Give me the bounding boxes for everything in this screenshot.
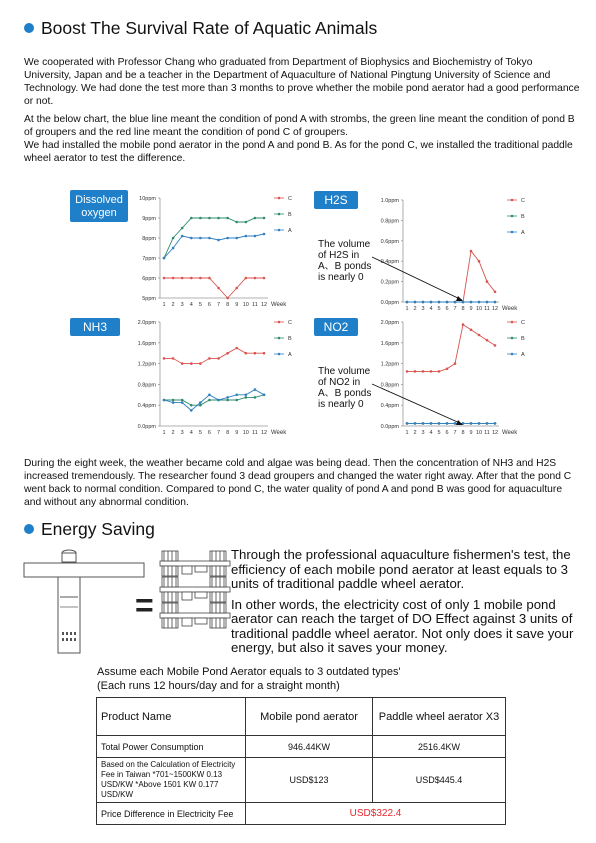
data-point [494, 301, 497, 304]
x-tick-label: 3 [421, 306, 425, 312]
bullet-dot-icon [24, 524, 34, 534]
data-point [199, 217, 202, 220]
paddle-wheel-icon [160, 551, 230, 576]
data-point [254, 235, 257, 238]
data-point [470, 250, 473, 253]
data-point [181, 401, 184, 404]
intro-paragraphs [24, 56, 580, 165]
data-point [199, 362, 202, 365]
x-tick-label: 12 [491, 430, 499, 436]
annotation-arrow [372, 257, 462, 300]
data-point [446, 301, 449, 304]
price-difference-value: USD$322.4 [246, 803, 506, 825]
data-point [208, 399, 211, 402]
data-point [478, 301, 481, 304]
data-point [414, 301, 417, 304]
y-tick-label: 5ppm [142, 296, 156, 302]
data-point [217, 399, 220, 402]
paddle-wheel-icon [160, 603, 230, 628]
x-tick-label: 1 [162, 430, 166, 436]
x-tick-label: 1 [405, 430, 409, 436]
x-tick-label: 5 [198, 302, 202, 308]
data-point [172, 247, 175, 250]
data-point [217, 239, 220, 242]
chart-title: Dissolved [75, 194, 123, 206]
section-title-text: Energy Saving [41, 519, 155, 539]
data-point [414, 370, 417, 373]
energy-paragraph-2: In other words, the electricity cost of only 1 mobile pond aerator can reach the target of DO Effect against 3 units of traditional paddle wheel aerator. Not only does it save your energy, but also it saves your money. [231, 596, 574, 655]
legend-entry: C [288, 196, 292, 202]
data-point [470, 329, 473, 332]
data-point [172, 399, 175, 402]
y-tick-label: 1.6ppm [380, 340, 399, 347]
y-tick-label: 9ppm [142, 216, 156, 222]
legend-entry: C [521, 320, 525, 326]
data-point [217, 357, 220, 360]
table-header-cell: Paddle wheel aerator X3 [373, 698, 506, 736]
x-tick-label: 11 [252, 430, 258, 436]
x-tick-label: 1 [162, 302, 166, 308]
x-tick-label: 8 [226, 302, 230, 308]
y-tick-label: 1.0ppm [380, 198, 399, 204]
data-point [263, 394, 266, 397]
data-point [245, 221, 248, 224]
data-point [263, 233, 266, 236]
x-tick-label: 1 [405, 306, 409, 312]
assumption-line-2: (Each runs 12 hours/day and for a straight month) [97, 680, 340, 692]
y-tick-label: 0.4ppm [137, 403, 156, 410]
data-point [486, 301, 489, 304]
chart-title: NH3 [82, 320, 108, 334]
data-point [438, 301, 441, 304]
y-tick-label: 0.8ppm [380, 382, 399, 389]
arrow-head-icon [456, 420, 463, 425]
data-point [406, 301, 409, 304]
legend-marker [511, 337, 514, 340]
chart-title: H2S [324, 193, 348, 207]
data-point [235, 221, 238, 224]
x-tick-label: 4 [429, 430, 433, 436]
data-point [486, 422, 489, 425]
data-point [254, 217, 257, 220]
legend-entry: C [521, 198, 525, 204]
series-line-B [164, 395, 264, 405]
x-tick-label: 6 [445, 430, 449, 436]
chart-0 [70, 190, 292, 308]
table-header-row [97, 698, 506, 736]
aerator-comparison-illustration [22, 547, 234, 657]
chart-annotation: A、B ponds [318, 261, 372, 272]
x-tick-label: 10 [242, 430, 249, 436]
data-point [494, 344, 497, 347]
data-point [181, 362, 184, 365]
data-point [190, 409, 193, 412]
data-point [446, 368, 449, 371]
data-point [199, 237, 202, 240]
x-tick-label: 2 [171, 430, 175, 436]
data-point [406, 422, 409, 425]
series-line-B [164, 218, 264, 258]
legend-entry: B [521, 214, 525, 220]
legend-marker [278, 321, 281, 324]
x-tick-label: 6 [207, 302, 211, 308]
x-tick-label: 3 [180, 302, 184, 308]
data-point [245, 352, 248, 355]
data-point [208, 394, 211, 397]
legend-marker [511, 231, 514, 234]
data-point [235, 347, 238, 350]
table-cell: Price Difference in Electricity Fee [97, 803, 246, 825]
legend-entry: A [521, 352, 525, 358]
x-axis-label: Week [271, 430, 287, 436]
data-point [235, 237, 238, 240]
x-tick-label: 3 [421, 430, 425, 436]
data-point [438, 370, 441, 373]
data-point [163, 257, 166, 260]
data-point [430, 422, 433, 425]
data-point [226, 399, 229, 402]
x-tick-label: 7 [453, 430, 457, 436]
table-cell: 946.44KW [246, 736, 373, 758]
data-point [208, 217, 211, 220]
x-tick-label: 9 [469, 306, 473, 312]
y-tick-label: 1.2ppm [137, 361, 156, 368]
data-point [430, 370, 433, 373]
y-tick-label: 0.8ppm [380, 218, 399, 225]
legend-marker [278, 229, 281, 232]
y-tick-label: 7ppm [142, 256, 156, 262]
data-point [172, 357, 175, 360]
chart-title: oxygen [81, 207, 117, 219]
x-tick-label: 4 [189, 302, 193, 308]
paragraph-intro: We cooperated with Professor Chang who graduated from Department of Biophysics and Biochemistry of Tokyo University, Japan and be a teacher in the Department of Aquaculture of National Pingtung University of Science and Technology. We had done the test more than 3 months to prove whether the mobile pond aerator had a good performance or not. [24, 57, 580, 107]
x-tick-label: 4 [189, 430, 193, 436]
assumption-line-1: Assume each Mobile Pond Aerator equals to 3 outdated types' [97, 666, 401, 678]
y-tick-label: 1.2ppm [380, 361, 399, 368]
data-point [199, 401, 202, 404]
table-cell: USD$123 [246, 758, 373, 803]
data-point [226, 237, 229, 240]
x-tick-label: 10 [242, 302, 249, 308]
chart-annotation: of H2S in [318, 250, 360, 261]
data-point [454, 362, 457, 365]
y-tick-label: 6ppm [142, 276, 156, 282]
x-tick-label: 11 [484, 430, 490, 436]
section-title-text: Boost The Survival Rate of Aquatic Animals [41, 18, 378, 38]
table-row [97, 758, 506, 803]
x-tick-label: 12 [491, 306, 499, 312]
y-tick-label: 0.6ppm [380, 238, 399, 245]
x-tick-label: 5 [198, 430, 202, 436]
data-point [217, 217, 220, 220]
data-point [226, 396, 229, 399]
data-point [478, 422, 481, 425]
y-tick-label: 1.6ppm [137, 340, 156, 347]
data-point [462, 323, 465, 326]
chart-annotation: The volume [318, 239, 371, 250]
y-tick-label: 0.0ppm [380, 424, 399, 430]
chart-annotation: The volume [318, 366, 371, 377]
data-point [235, 287, 238, 290]
x-axis-label: Week [502, 430, 518, 436]
data-point [172, 237, 175, 240]
bullet-dot-icon [24, 23, 34, 33]
data-point [494, 291, 497, 294]
charts-area [60, 186, 536, 438]
x-tick-label: 7 [217, 302, 221, 308]
data-point [422, 422, 425, 425]
x-tick-label: 6 [207, 430, 211, 436]
x-tick-label: 8 [461, 430, 465, 436]
chart-annotation: A、B ponds [318, 388, 372, 399]
data-point [478, 260, 481, 263]
data-point [199, 277, 202, 280]
x-tick-label: 7 [453, 306, 457, 312]
legend-entry: B [521, 336, 525, 342]
x-axis-label: Week [271, 302, 287, 308]
table-row [97, 803, 506, 825]
x-tick-label: 5 [437, 306, 441, 312]
x-tick-label: 2 [413, 430, 417, 436]
data-point [235, 394, 238, 397]
data-point [478, 334, 481, 337]
data-point [430, 301, 433, 304]
data-point [226, 297, 229, 300]
result-paragraph: During the eight week, the weather became cold and algae was being dead. Then the concentration of NH3 and H2S increased tremendously. The researcher found 3 dead groupers and changed the water right away. After that the pond C went back to normal condition. Compared to pond C, the water quality of pond A and pond B was good for aquaculture and without any abnormal condition. [24, 458, 572, 508]
data-point [163, 399, 166, 402]
data-point [163, 277, 166, 280]
data-point [462, 301, 465, 304]
x-tick-label: 11 [252, 302, 258, 308]
arrow-head-icon [456, 296, 463, 301]
data-point [414, 422, 417, 425]
data-point [190, 362, 193, 365]
data-point [254, 352, 257, 355]
legend-marker [511, 321, 514, 324]
data-point [208, 237, 211, 240]
legend-entry: A [288, 352, 292, 358]
data-point [254, 396, 257, 399]
x-tick-label: 2 [413, 306, 417, 312]
y-tick-label: 2.0ppm [137, 320, 156, 326]
chart-annotation: is nearly 0 [318, 399, 364, 410]
x-tick-label: 7 [217, 430, 221, 436]
x-tick-label: 10 [475, 430, 483, 436]
x-tick-label: 2 [171, 302, 175, 308]
section-title-energy [24, 519, 155, 540]
data-point [470, 422, 473, 425]
data-point [181, 277, 184, 280]
paddle-wheel-aerators-icon [160, 551, 230, 628]
data-point [406, 370, 409, 373]
legend-entry: B [288, 212, 292, 218]
data-point [226, 352, 229, 355]
x-tick-label: 12 [260, 302, 268, 308]
data-point [454, 301, 457, 304]
legend-marker [511, 215, 514, 218]
energy-paragraph-1: Through the professional aquaculture fishermen's test, the efficiency of each mobile pond aerator at least equals to 3 units of traditional paddle wheel aerator. [231, 547, 571, 591]
data-point [190, 277, 193, 280]
legend-marker [278, 213, 281, 216]
y-tick-label: 0.2ppm [380, 279, 399, 286]
data-point [245, 394, 248, 397]
series-line-C [164, 348, 264, 364]
data-point [254, 388, 257, 391]
series-line-C [407, 325, 495, 372]
data-point [217, 287, 220, 290]
x-tick-label: 10 [475, 306, 483, 312]
x-tick-label: 5 [437, 430, 441, 436]
table-cell: 2516.4KW [373, 736, 506, 758]
table-row [97, 736, 506, 758]
x-tick-label: 8 [461, 306, 465, 312]
table-cell: Total Power Consumption [97, 736, 246, 758]
series-line-C [164, 278, 264, 298]
data-point [454, 422, 457, 425]
paddle-wheel-icon [160, 577, 230, 602]
chart-2 [70, 318, 292, 436]
y-tick-label: 0.4ppm [380, 403, 399, 410]
data-point [208, 277, 211, 280]
table-cell: Based on the Calculation of Electricity Fee in Taiwan *701~1500KW 0.13 USD/KW *Above 1501 KW 0.177 USD/KW [97, 758, 246, 803]
data-point [245, 396, 248, 399]
legend-entry: C [288, 320, 292, 326]
x-tick-label: 11 [484, 306, 490, 312]
data-point [199, 404, 202, 407]
data-point [172, 277, 175, 280]
data-point [245, 235, 248, 238]
x-tick-label: 9 [469, 430, 473, 436]
y-tick-label: 0.0ppm [380, 300, 399, 306]
data-point [181, 399, 184, 402]
data-point [235, 399, 238, 402]
data-point [190, 404, 193, 407]
data-point [446, 422, 449, 425]
x-tick-label: 6 [445, 306, 449, 312]
legend-marker [278, 337, 281, 340]
legend-marker [278, 197, 281, 200]
legend-entry: B [288, 336, 292, 342]
legend-marker [278, 353, 281, 356]
assumption-text [97, 665, 401, 693]
y-tick-label: 10ppm [139, 196, 156, 202]
data-point [181, 235, 184, 238]
energy-text [231, 548, 581, 656]
table-cell: USD$445.4 [373, 758, 506, 803]
table-header-cell: Product Name [97, 698, 246, 736]
chart-3 [314, 318, 525, 436]
data-point [190, 237, 193, 240]
data-point [245, 277, 248, 280]
y-tick-label: 0.4ppm [380, 259, 399, 266]
chart-title: NO2 [323, 320, 349, 334]
data-point [190, 217, 193, 220]
data-point [486, 280, 489, 283]
data-point [163, 357, 166, 360]
x-tick-label: 9 [235, 302, 239, 308]
x-tick-label: 9 [235, 430, 239, 436]
chart-1 [314, 191, 525, 312]
mobile-aerator-icon [24, 550, 144, 653]
section-title-survival [24, 18, 377, 39]
x-axis-label: Week [502, 306, 518, 312]
x-tick-label: 4 [429, 306, 433, 312]
y-tick-label: 0.8ppm [137, 382, 156, 389]
paragraph-installation: We had installed the mobile pond aerator in the pond A and pond B. As for the pond C, we installed the traditional paddle wheel aerator to test the difference. [24, 140, 573, 164]
chart-annotation: is nearly 0 [318, 272, 364, 283]
data-point [263, 277, 266, 280]
table-header-cell: Mobile pond aerator [246, 698, 373, 736]
data-point [181, 227, 184, 230]
series-line-A [164, 234, 264, 258]
x-tick-label: 3 [180, 430, 184, 436]
x-tick-label: 12 [260, 430, 268, 436]
legend-marker [511, 353, 514, 356]
legend-marker [511, 199, 514, 202]
data-point [208, 357, 211, 360]
data-point [226, 217, 229, 220]
equals-sign: = [135, 587, 154, 623]
data-point [263, 217, 266, 220]
chart-annotation: of NO2 in [318, 377, 361, 388]
data-point [254, 277, 257, 280]
data-point [486, 339, 489, 342]
data-point [470, 301, 473, 304]
data-point [422, 370, 425, 373]
y-tick-label: 8ppm [142, 236, 156, 242]
data-point [438, 422, 441, 425]
legend-entry: A [288, 228, 292, 234]
cost-comparison-table [96, 697, 506, 825]
data-point [422, 301, 425, 304]
x-tick-label: 8 [226, 430, 230, 436]
data-point [172, 401, 175, 404]
data-point [263, 352, 266, 355]
y-tick-label: 2.0ppm [380, 320, 399, 326]
y-tick-label: 0.0ppm [137, 424, 156, 430]
data-point [494, 422, 497, 425]
paragraph-chart-legend: At the below chart, the blue line meant the condition of pond A with strombs, the green line meant the condition of pond B of groupers and the red line meant the condition of pond C of groupers. [24, 114, 575, 138]
legend-entry: A [521, 230, 525, 236]
